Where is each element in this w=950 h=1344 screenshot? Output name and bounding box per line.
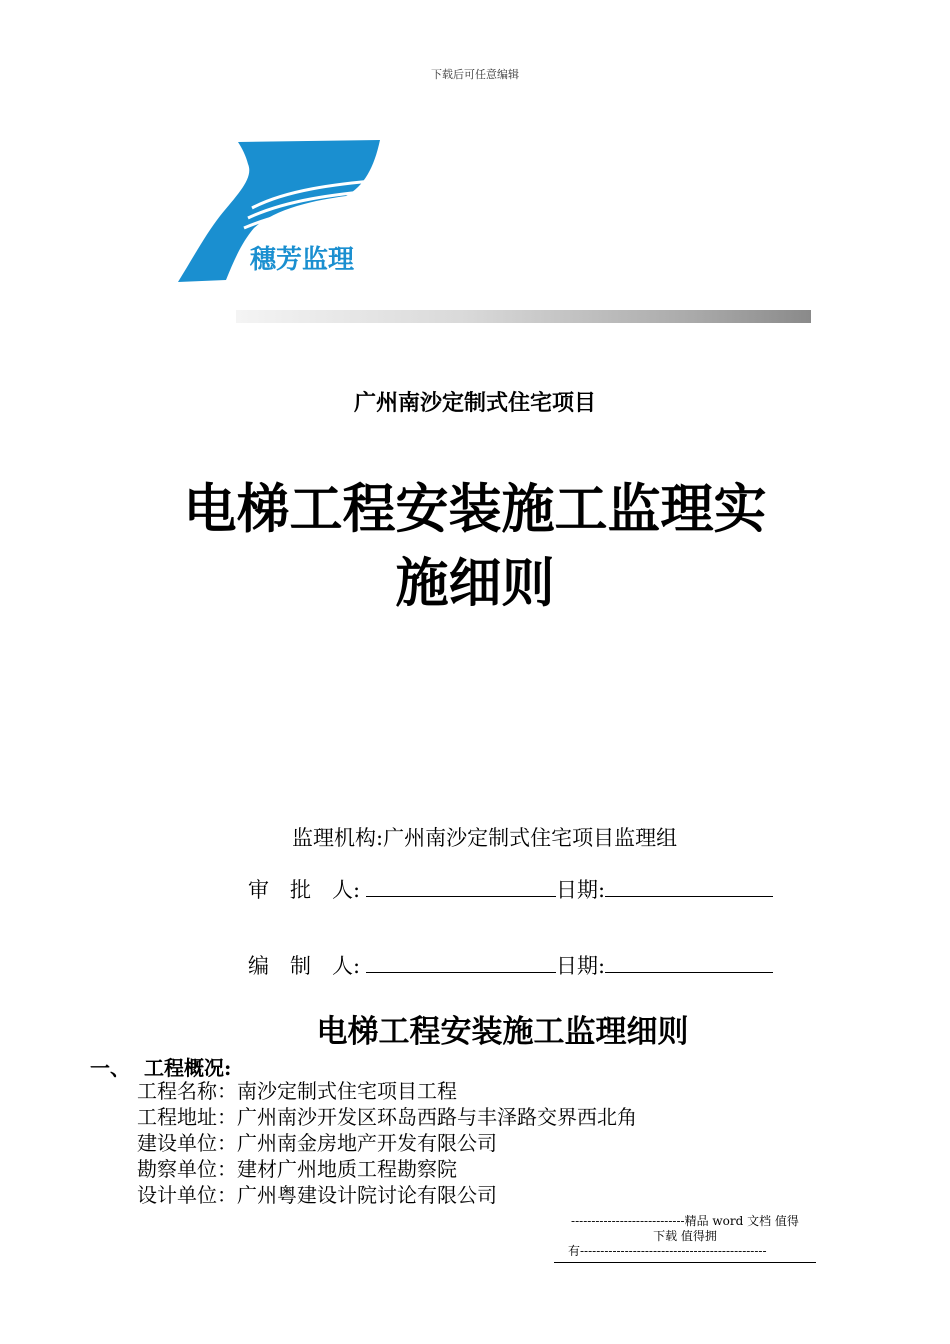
- logo-text: 穗芳监理: [250, 245, 355, 275]
- divider-gradient-bar: [236, 310, 811, 323]
- compiler-signature-line: [366, 950, 556, 973]
- compiler-date-label: 日期:: [556, 954, 606, 978]
- info-line-project-name: 工程名称：南沙定制式住宅项目工程: [137, 1079, 457, 1103]
- title-line-2: 施细则: [395, 552, 555, 614]
- supervision-organization: 监理机构:广州南沙定制式住宅项目监理组: [292, 826, 678, 850]
- project-name: 广州南沙定制式住宅项目: [353, 390, 596, 416]
- section-1-number: 一、: [90, 1056, 130, 1080]
- section-1-heading: [90, 1052, 231, 1081]
- footer-line-2: 下载 值得拥: [653, 1229, 717, 1243]
- approver-date-line: [605, 874, 773, 897]
- approver-row: [248, 874, 773, 904]
- info-line-address: 工程地址：广州南沙开发区环岛西路与丰泽路交界西北角: [137, 1105, 637, 1129]
- approver-label: 审 批 人:: [248, 878, 361, 902]
- compiler-row: [248, 950, 773, 980]
- info-line-developer: 建设单位：广州南金房地产开发有限公司: [137, 1131, 497, 1155]
- section-1-title: 工程概况:: [144, 1056, 232, 1080]
- info-line-survey-unit: 勘察单位：建材广州地质工程勘察院: [137, 1157, 457, 1181]
- title-line-1: 电梯工程安装施工监理实: [183, 478, 767, 540]
- compiler-date-line: [605, 950, 773, 973]
- compiler-label: 编 制 人:: [248, 954, 361, 978]
- section-heading: 电梯工程安装施工监理细则: [316, 1014, 689, 1050]
- company-logo: [176, 138, 386, 284]
- approver-signature-line: [366, 874, 556, 897]
- logo-graphic: [176, 138, 386, 284]
- footer-line-3: 有----------------------------------------------: [568, 1244, 767, 1258]
- info-line-design-unit: 设计单位：广州粤建设计院讨论有限公司: [137, 1183, 497, 1207]
- document-title: [120, 472, 830, 620]
- approver-date-label: 日期:: [556, 878, 606, 902]
- footer-note: [554, 1214, 816, 1259]
- footer-line-1: ----------------------------精品 word 文档 值得: [571, 1214, 799, 1228]
- header-note: 下载后可任意编辑: [431, 68, 519, 81]
- footer-rule: [554, 1262, 816, 1263]
